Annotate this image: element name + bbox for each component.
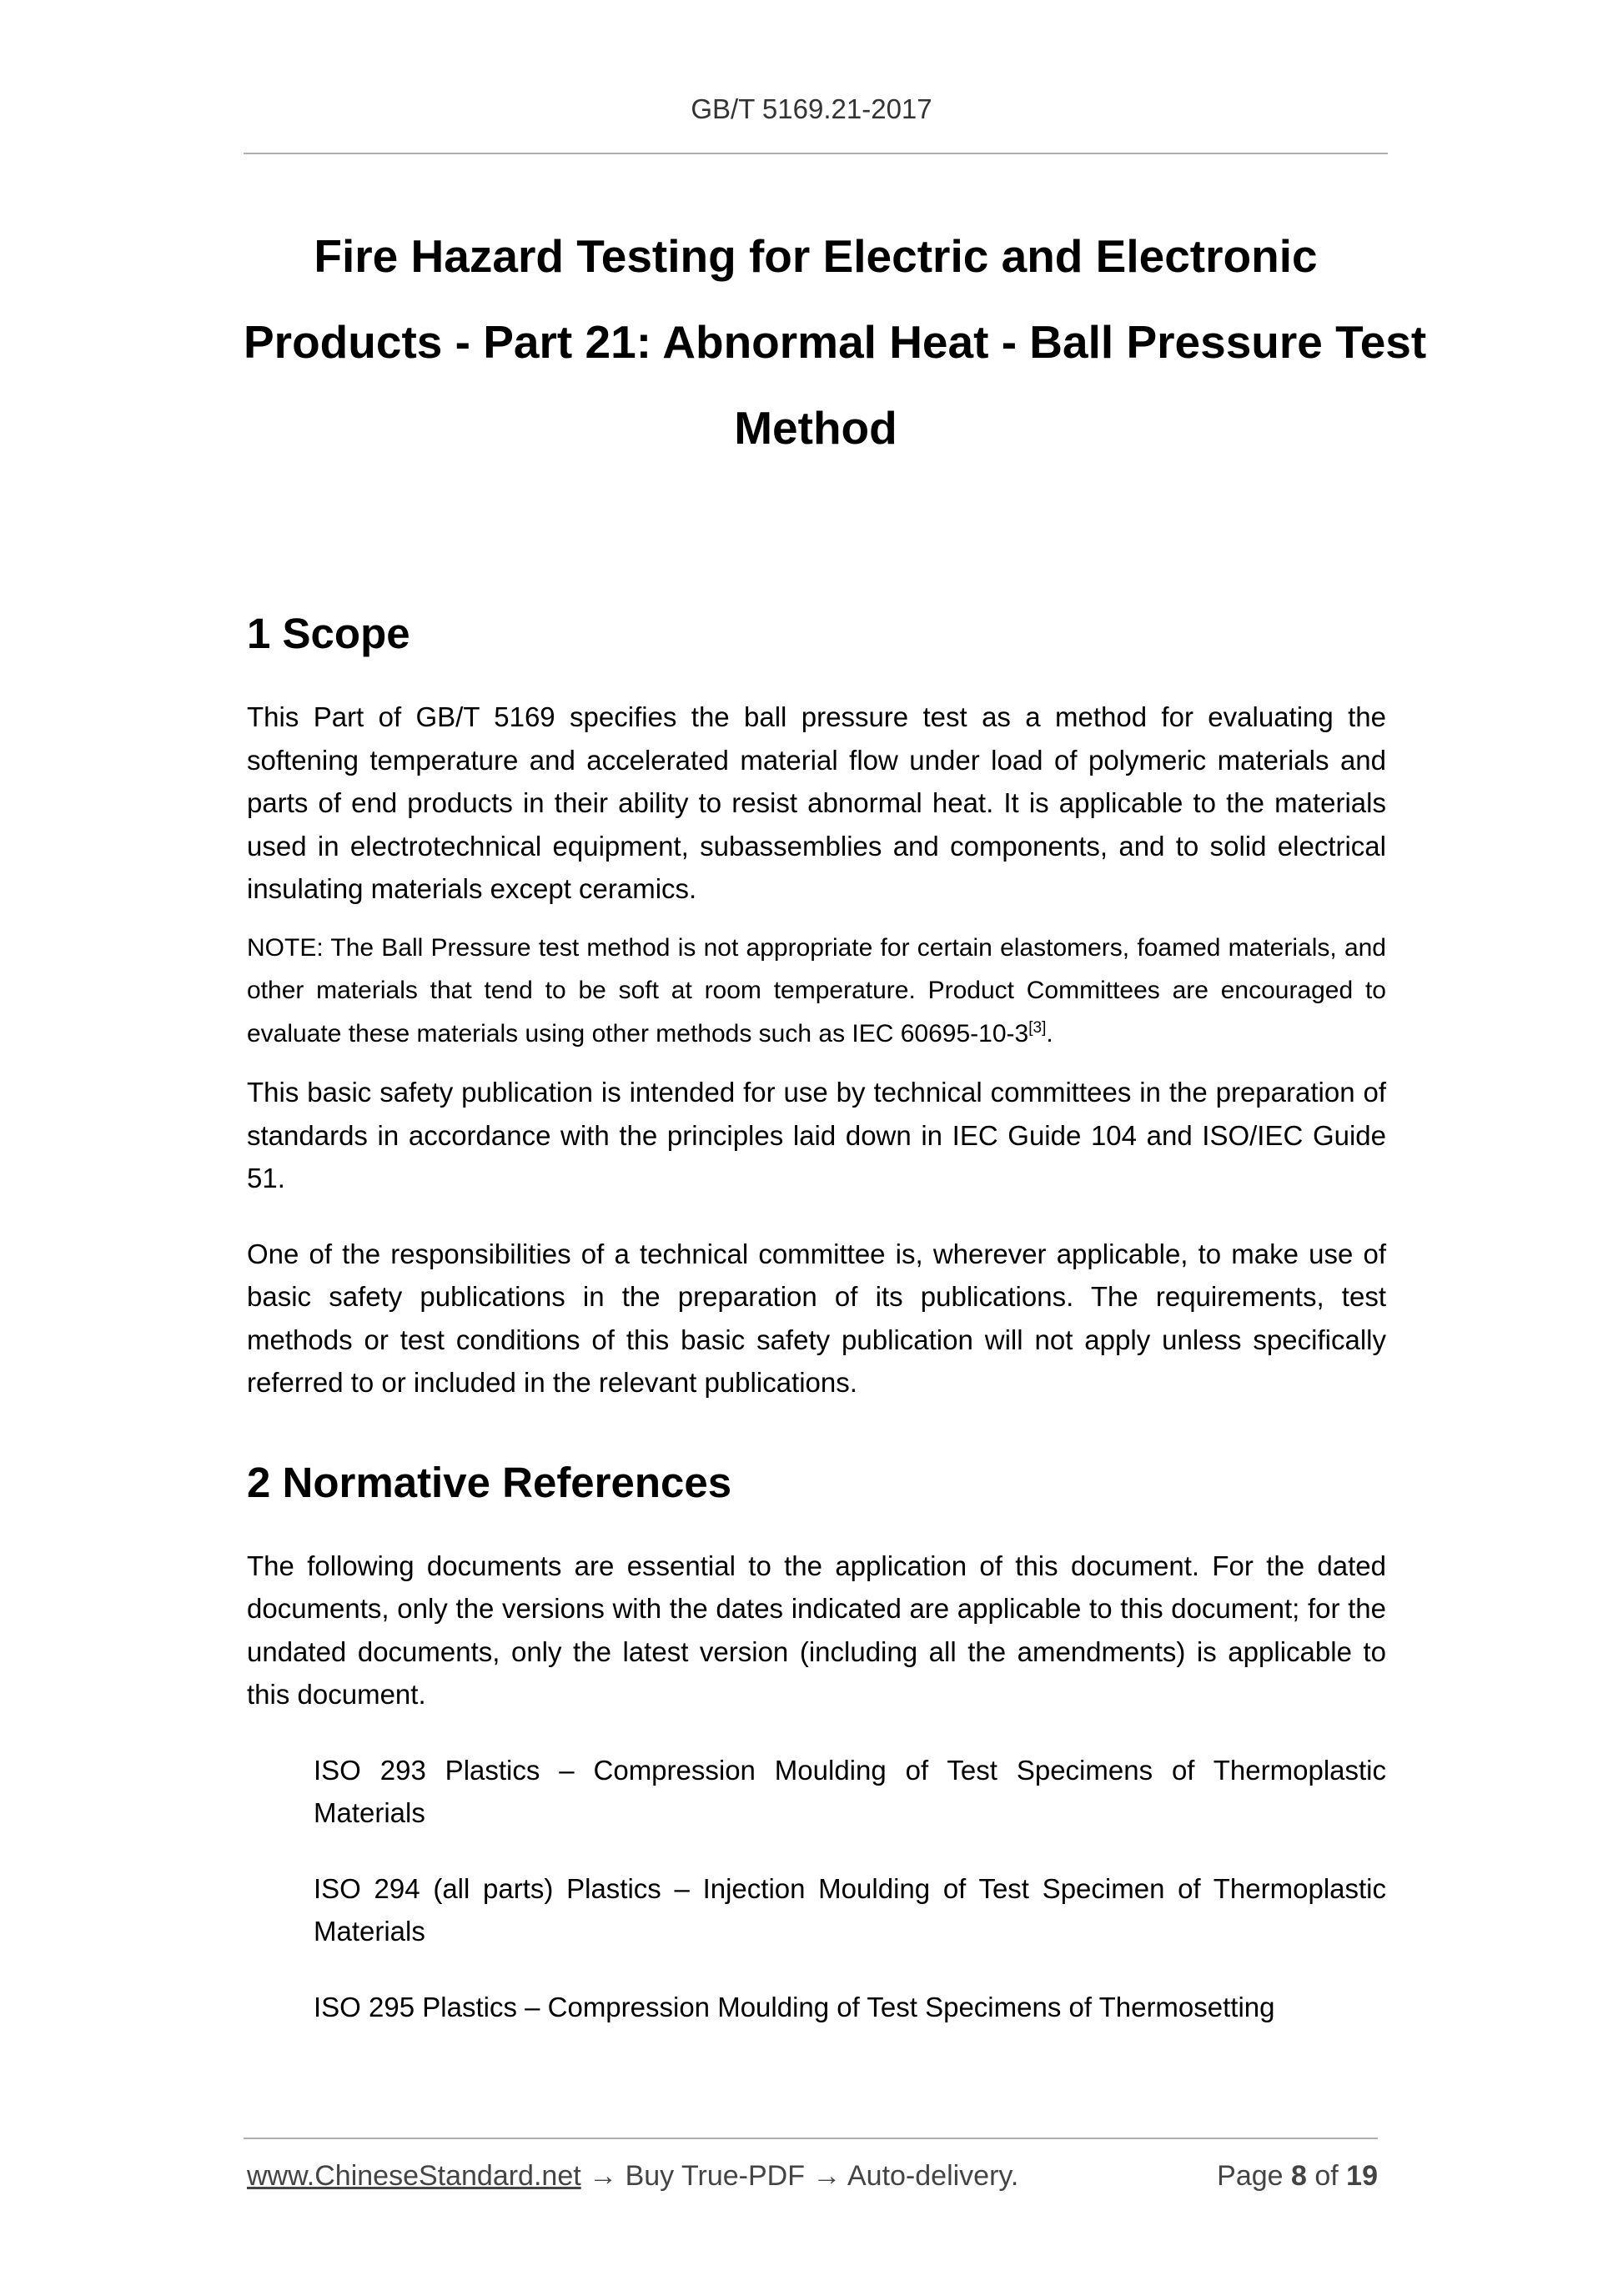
section-heading-normative-references: 2 Normative References	[247, 1458, 732, 1506]
total-page-number: 19	[1346, 2160, 1378, 2192]
scope-paragraph-1: This Part of GB/T 5169 specifies the ball pressure test as a method for evaluating the softening temperature and accelerated material flow under load of polymeric materials and parts of end products in their ability to resist abnormal heat. It is applicable to the materials used in electrotechnical equipment, subassemblies and components, and to solid electrical insulating materials except ceramics.	[247, 701, 1386, 904]
header-divider	[244, 153, 1388, 154]
title-line-1: Fire Hazard Testing for Electric and Electronic	[314, 230, 1318, 282]
note-text: NOTE: The Ball Pressure test method is not appropriate for certain elastomers, foamed materials, and other materials that tend to be soft at room temperature. Product Committees are encouraged to evaluate these materials using other methods such as IEC 60695-10-3	[247, 933, 1386, 1048]
footer-divider	[244, 2138, 1378, 2139]
scope-paragraph-3: One of the responsibilities of a technical committee is, wherever applicable, to make use of basic safety publications in the preparation of its publications. The requirements, test methods or test conditions of this basic safety publication will not apply unless specifically referred to or included in the relevant publications.	[247, 1238, 1386, 1398]
scope-note	[247, 927, 1386, 1056]
reference-item: ISO 294 (all parts) Plastics – Injection Moulding of Test Specimen of Thermoplastic Materials	[314, 1872, 1386, 1947]
normative-references-intro: The following documents are essential to the application of this document. For the dated documents, only the versions with the dates indicated are applicable to this document; for the undated documents, only the latest version (including all the amendments) is applicable to this document.	[247, 1550, 1386, 1710]
page-label: Page	[1217, 2160, 1291, 2192]
title-line-3: Method	[734, 402, 897, 454]
section-heading-scope: 1 Scope	[247, 610, 410, 657]
reference-item: ISO 295 Plastics – Compression Moulding of Test Specimens of Thermosetting	[314, 1991, 1275, 2022]
reference-item: ISO 293 Plastics – Compression Moulding of Test Specimens of Thermoplastic Materials	[314, 1754, 1386, 1828]
note-end: .	[1046, 1019, 1053, 1048]
document-title	[244, 214, 1427, 471]
document-number-header: GB/T 5169.21-2017	[691, 93, 932, 124]
scope-paragraph-2: This basic safety publication is intended for use by technical committees in the preparation of standards in accordance with the principles laid down in IEC Guide 104 and ISO/IEC Guide 51.	[247, 1077, 1386, 1193]
note-citation: [3]	[1028, 1018, 1047, 1037]
footer-promo: → Buy True-PDF → Auto-delivery.	[580, 2160, 1019, 2192]
page-indicator	[1217, 2160, 1378, 2193]
website-link[interactable]: www.ChineseStandard.net	[247, 2160, 581, 2192]
current-page-number: 8	[1291, 2160, 1307, 2192]
page-of-label: of	[1306, 2160, 1347, 2192]
document-body	[247, 607, 1386, 2028]
title-line-2: Products - Part 21: Abnormal Heat - Ball Pressure Test	[244, 316, 1427, 368]
page-footer	[247, 2160, 1378, 2193]
